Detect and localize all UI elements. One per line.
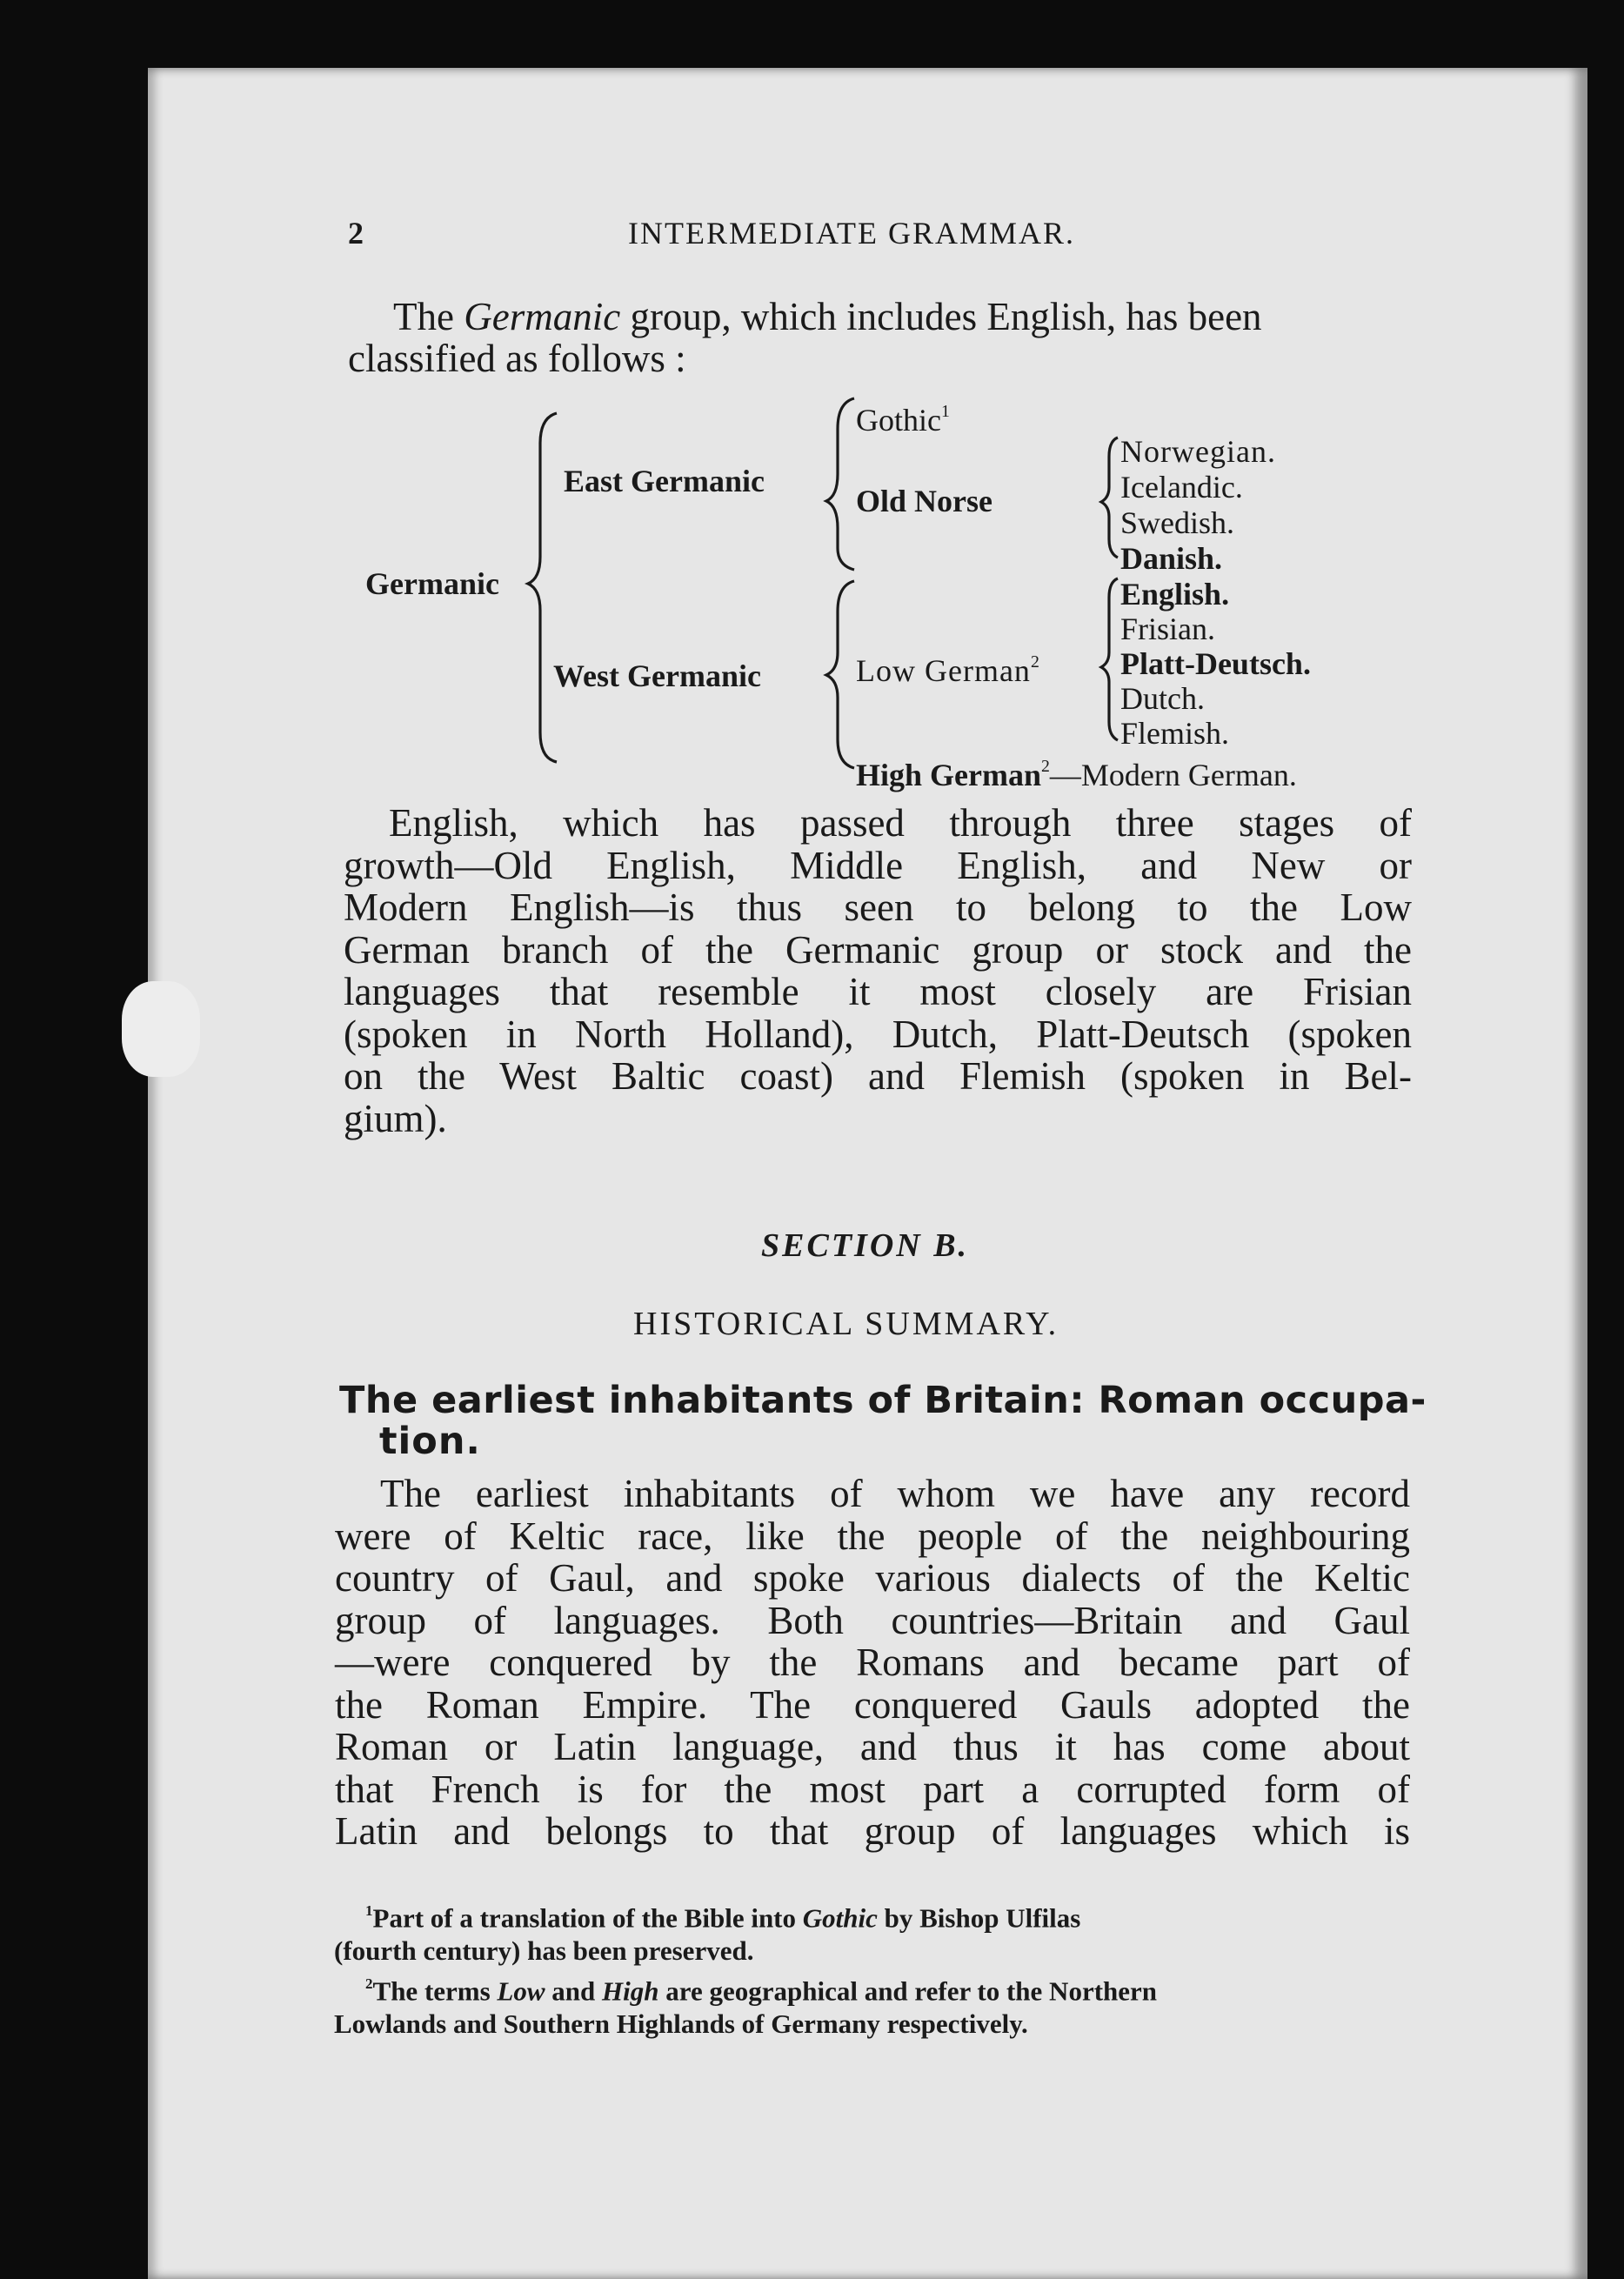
footnote-text: by Bishop Ulfilas: [877, 1902, 1081, 1934]
norse-child-norwegian: Norwegian.: [1120, 434, 1276, 469]
gothic-label: Gothic: [856, 402, 941, 438]
brace-low-german: [1101, 578, 1118, 740]
subheading-line-2: tion.: [379, 1420, 481, 1463]
paragraph-line: gium).: [344, 1096, 447, 1140]
brace-germanic: [528, 413, 557, 762]
paragraph-line: growth—Old English, Middle English, and New or: [344, 843, 1412, 887]
intro-line-2: classified as follows :: [348, 337, 686, 380]
paragraph-line: The earliest inhabitants of whom we have any record: [380, 1472, 1410, 1515]
tree-west-germanic: West Germanic: [553, 658, 761, 693]
brace-old-norse: [1101, 438, 1118, 558]
low-german-label: Low German: [856, 652, 1031, 688]
footnote-italic: Low: [497, 1975, 545, 2007]
footnote-text: Part of a translation of the Bible into: [372, 1902, 803, 1934]
norse-child-danish: Danish.: [1120, 541, 1223, 576]
footnote-italic: Gothic: [802, 1902, 878, 1934]
footnote-mark: 2: [1030, 652, 1040, 672]
paragraph-line: group of languages. Both countries—Britain and Gaul: [335, 1598, 1410, 1642]
paragraph-earliest-inhabitants: [335, 1473, 1410, 1853]
footnote-2: [334, 1968, 1409, 2040]
intro-text: The: [393, 295, 464, 338]
paragraph-line: Modern English—is thus seen to belong to the Low: [344, 886, 1412, 929]
paragraph-line: (spoken in North Holland), Dutch, Platt-Deutsch (spoken: [344, 1012, 1412, 1056]
footnote-text: are geographical and refer to the Northern: [658, 1975, 1158, 2007]
intro-text: group, which includes English, has been: [620, 295, 1262, 338]
section-label: SECTION B.: [761, 1227, 970, 1264]
footnote-2-line-2: Lowlands and Southern Highlands of Germany respectively.: [334, 2008, 1028, 2039]
footnote-text: and: [545, 1975, 603, 2007]
norse-child-icelandic: Icelandic.: [1120, 470, 1243, 505]
low-child-frisian: Frisian.: [1120, 612, 1216, 646]
high-german-label: High German: [856, 757, 1041, 792]
low-child-platt-deutsch: Platt-Deutsch.: [1120, 646, 1311, 681]
tree-east-germanic: East Germanic: [564, 464, 765, 498]
footnote-mark: 1: [365, 1902, 373, 1919]
footnote-mark: 1: [940, 402, 950, 421]
footnote-mark: 2: [1041, 757, 1050, 776]
footnote-mark: 2: [365, 1975, 373, 1992]
subheading-line-1: The earliest inhabitants of Britain: Roman occupa-: [339, 1379, 1427, 1422]
tree-low-children: [1120, 577, 1311, 751]
paragraph-line: the Roman Empire. The conquered Gauls adopted the: [335, 1682, 1410, 1727]
footnote-2-line-1: [334, 1968, 1409, 2008]
running-head: INTERMEDIATE GRAMMAR.: [628, 216, 1075, 251]
paragraph-line: country of Gaul, and spoke various dialects of the Keltic: [335, 1556, 1410, 1600]
paragraph-english-history: [344, 802, 1412, 1140]
footnote-italic: High: [602, 1975, 659, 2007]
paragraph-line: were of Keltic race, like the people of the neighbouring: [335, 1514, 1410, 1558]
footnote-1: [334, 1895, 1409, 1967]
paragraph-line: languages that resemble it most closely are Frisian: [344, 970, 1412, 1013]
intro-italic-word: Germanic: [464, 295, 621, 338]
tree-root-germanic: Germanic: [365, 566, 499, 601]
section-title: HISTORICAL SUMMARY.: [633, 1306, 1059, 1342]
low-child-english: English.: [1120, 577, 1230, 612]
paragraph-line: German branch of the Germanic group or stock and the: [344, 927, 1412, 972]
tree-norse-children: [1120, 434, 1276, 577]
tree-old-norse: Old Norse: [856, 484, 992, 518]
footnote-text: The terms: [372, 1975, 498, 2007]
footnote-1-line-2: (fourth century) has been preserved.: [334, 1935, 754, 1966]
tree-low-german: [856, 644, 1040, 689]
brace-east: [826, 398, 854, 570]
norse-child-swedish: Swedish.: [1120, 505, 1235, 540]
paragraph-line: on the West Baltic coast) and Flemish (spoken in Bel-: [344, 1054, 1412, 1098]
footnote-1-line-1: [334, 1895, 1409, 1935]
tree-gothic: [856, 393, 950, 438]
paragraph-line: —were conquered by the Romans and became part of: [335, 1641, 1410, 1684]
low-child-flemish: Flemish.: [1120, 716, 1230, 751]
page-number: 2: [348, 216, 365, 251]
low-child-dutch: Dutch.: [1120, 681, 1205, 716]
paragraph-line: English, which has passed through three stages of: [389, 801, 1412, 845]
tree-high-german: [856, 748, 1297, 793]
paragraph-line: Latin and belongs to that group of languages which is: [335, 1809, 1410, 1853]
brace-west: [826, 581, 854, 768]
paragraph-line: that French is for the most part a corrupted form of: [335, 1767, 1410, 1811]
high-german-child: —Modern German.: [1049, 757, 1297, 792]
paragraph-line: Roman or Latin language, and thus it has come about: [335, 1725, 1410, 1768]
